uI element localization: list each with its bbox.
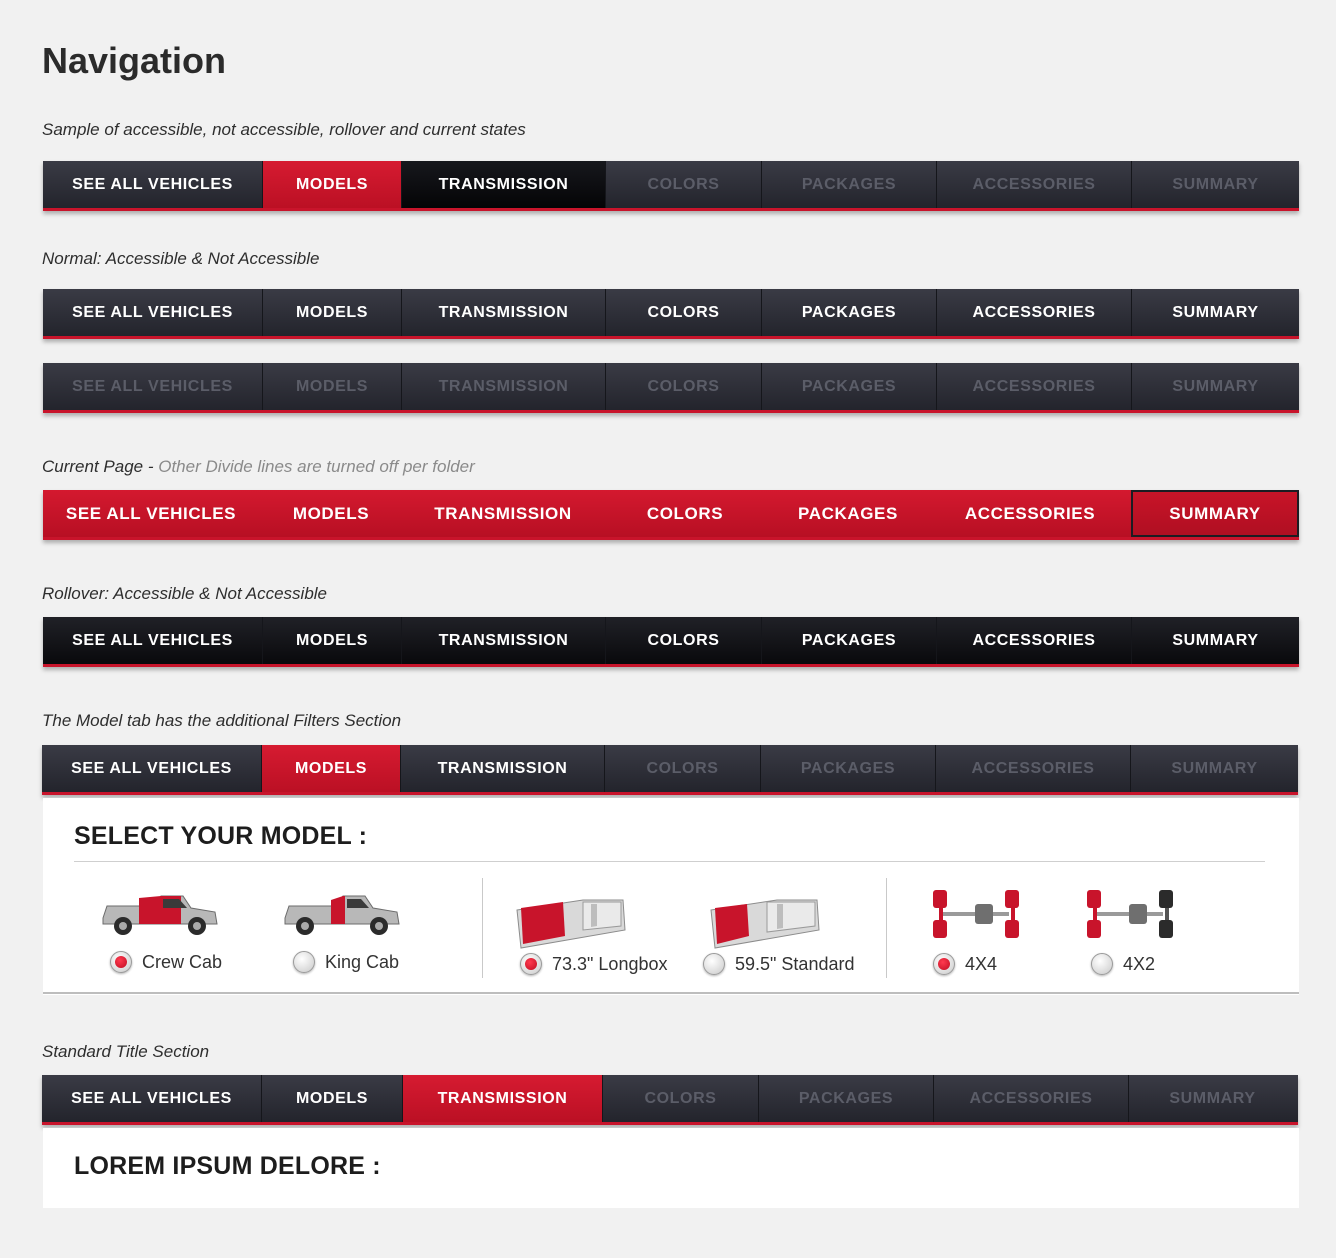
caption-current-page <box>42 457 475 477</box>
caption-standard-title: Standard Title Section <box>42 1042 210 1061</box>
tab-packages: PACKAGES <box>760 745 935 792</box>
tab-packages[interactable]: PACKAGES <box>761 289 936 336</box>
tab-see-all-vehicles[interactable]: SEE ALL VEHICLES <box>71 1089 232 1107</box>
tab-models[interactable]: MODELS <box>262 161 401 208</box>
tab-see-all-vehicles: SEE ALL VEHICLES <box>72 377 233 395</box>
tab-accessories[interactable]: ACCESSORIES <box>964 503 1096 523</box>
tab-accessories: ACCESSORIES <box>936 161 1131 208</box>
nav-bar-sample-states <box>43 161 1299 211</box>
page-title: Navigation <box>42 40 227 81</box>
filters-divider <box>74 861 1265 862</box>
nav-bar-current-page <box>43 490 1299 540</box>
filter-group-divider <box>482 878 483 978</box>
nav-bar-normal-accessible <box>43 289 1299 339</box>
tab-summary: SUMMARY <box>1128 1075 1296 1122</box>
tab-see-all-vehicles[interactable]: SEE ALL VEHICLES <box>65 503 237 523</box>
standard-bed-truck-icon <box>707 892 823 952</box>
panel-bottom-border <box>43 992 1299 994</box>
caption-current-note: Other Divide lines are turned off per folder <box>158 457 475 476</box>
standard-title-panel <box>43 1128 1299 1208</box>
tab-summary: SUMMARY <box>1131 161 1299 208</box>
radio-unselected-icon[interactable] <box>293 951 315 973</box>
filter-option-label: King Cab <box>325 951 400 972</box>
filter-option-label: Crew Cab <box>142 951 223 972</box>
radio-selected-icon[interactable] <box>520 953 542 975</box>
tab-models[interactable]: MODELS <box>292 503 370 523</box>
tab-transmission[interactable]: TRANSMISSION <box>402 1075 602 1122</box>
tab-packages: PACKAGES <box>758 1075 933 1122</box>
tab-colors: COLORS <box>604 745 760 792</box>
radio-selected-icon[interactable] <box>933 953 955 975</box>
tab-accessories: ACCESSORIES <box>935 745 1130 792</box>
tab-see-all-vehicles[interactable]: SEE ALL VEHICLES <box>72 175 233 193</box>
filters-title: SELECT YOUR MODEL : <box>74 822 368 850</box>
crew-cab-truck-icon <box>99 890 221 938</box>
filter-option-label: 4X2 <box>1123 953 1156 974</box>
tab-models[interactable]: MODELS <box>262 617 401 664</box>
tab-summary: SUMMARY <box>1131 363 1299 410</box>
nav-bar-transmission-current <box>42 1075 1298 1125</box>
tab-colors: COLORS <box>602 1075 758 1122</box>
tab-packages: PACKAGES <box>761 363 936 410</box>
caption-model-tab: The Model tab has the additional Filters Section <box>42 711 402 730</box>
tab-transmission: TRANSMISSION <box>401 363 605 410</box>
standard-section-title: LOREM IPSUM DELORE : <box>74 1152 381 1180</box>
tab-summary[interactable]: SUMMARY <box>1131 289 1299 336</box>
caption-current-main: Current Page - <box>42 457 154 476</box>
model-filters-panel <box>43 798 1299 995</box>
4x4-drivetrain-icon <box>931 888 1023 940</box>
tab-colors: COLORS <box>605 363 761 410</box>
tab-colors: COLORS <box>605 161 761 208</box>
4x2-drivetrain-icon <box>1085 888 1177 940</box>
tab-transmission[interactable]: TRANSMISSION <box>400 745 604 792</box>
filter-option-label: 4X4 <box>965 953 998 974</box>
caption-normal: Normal: Accessible & Not Accessible <box>42 249 320 268</box>
tab-models[interactable]: MODELS <box>262 289 401 336</box>
caption-states-sample: Sample of accessible, not accessible, rollover and current states <box>42 120 526 139</box>
radio-unselected-icon[interactable] <box>703 953 725 975</box>
tab-models[interactable]: MODELS <box>261 745 400 792</box>
king-cab-truck-icon <box>281 890 403 938</box>
nav-bar-models-current <box>42 745 1298 795</box>
nav-bar-normal-not-accessible <box>43 363 1299 413</box>
tab-accessories[interactable]: ACCESSORIES <box>936 289 1131 336</box>
tab-colors[interactable]: COLORS <box>646 503 724 523</box>
tab-see-all-vehicles[interactable]: SEE ALL VEHICLES <box>72 303 233 321</box>
tab-summary[interactable]: SUMMARY <box>1131 617 1299 664</box>
tab-transmission[interactable]: TRANSMISSION <box>434 503 572 523</box>
tab-summary[interactable]: SUMMARY <box>1131 490 1299 537</box>
tab-accessories: ACCESSORIES <box>936 363 1131 410</box>
filter-option-king-cab[interactable] <box>293 951 399 973</box>
filter-option-label: 73.3" Longbox <box>552 953 668 974</box>
tab-summary: SUMMARY <box>1130 745 1298 792</box>
tab-packages[interactable]: PACKAGES <box>761 617 936 664</box>
tab-transmission[interactable]: TRANSMISSION <box>401 161 605 208</box>
tab-see-all-vehicles[interactable]: SEE ALL VEHICLES <box>71 759 232 777</box>
caption-rollover: Rollover: Accessible & Not Accessible <box>42 584 328 603</box>
tab-models[interactable]: MODELS <box>261 1075 402 1122</box>
filter-option-standard[interactable] <box>703 953 854 975</box>
tab-models: MODELS <box>262 363 401 410</box>
filter-option-crew-cab[interactable] <box>110 951 222 973</box>
tab-colors[interactable]: COLORS <box>605 289 761 336</box>
tab-packages: PACKAGES <box>761 161 936 208</box>
tab-accessories: ACCESSORIES <box>933 1075 1128 1122</box>
filter-group-divider <box>886 878 887 978</box>
tab-transmission[interactable]: TRANSMISSION <box>401 617 605 664</box>
filter-option-4x2[interactable] <box>1091 953 1155 975</box>
tab-accessories[interactable]: ACCESSORIES <box>936 617 1131 664</box>
filter-option-longbox[interactable] <box>520 953 668 975</box>
tab-packages[interactable]: PACKAGES <box>798 503 898 523</box>
radio-unselected-icon[interactable] <box>1091 953 1113 975</box>
tab-transmission[interactable]: TRANSMISSION <box>401 289 605 336</box>
filter-option-4x4[interactable] <box>933 953 997 975</box>
radio-selected-icon[interactable] <box>110 951 132 973</box>
tab-colors[interactable]: COLORS <box>605 617 761 664</box>
filter-option-label: 59.5" Standard <box>735 953 855 974</box>
nav-bar-rollover <box>43 617 1299 667</box>
longbox-truck-icon <box>513 892 629 952</box>
tab-see-all-vehicles[interactable]: SEE ALL VEHICLES <box>72 631 233 649</box>
